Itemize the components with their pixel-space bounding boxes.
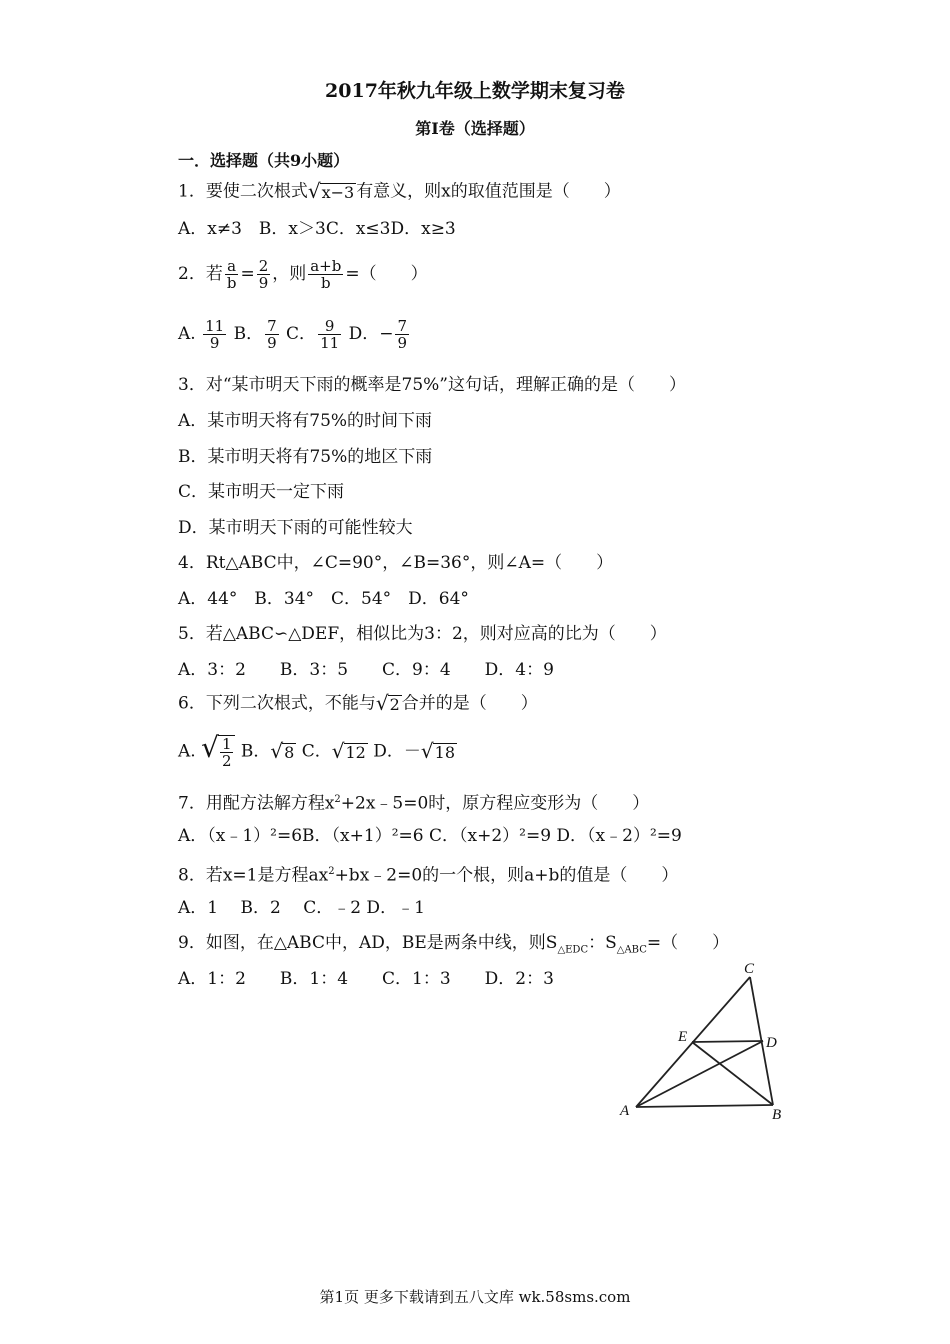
sqrt-x-3: √x−3 <box>307 179 355 203</box>
question-8-options: A．1 B．2 C．﹣2 D．﹣1 <box>178 898 425 918</box>
q2-opt-a-fraction <box>203 318 226 351</box>
q1-radicand: x−3 <box>321 183 355 202</box>
q1-post: 有意义，则x的取值范围是（ ） <box>356 181 621 202</box>
q2-post: =（ ） <box>345 264 428 284</box>
q2-f3-den: b <box>320 274 331 292</box>
q2-pre: 2．若 <box>178 264 223 284</box>
q6-b-rad: 8 <box>284 743 295 762</box>
q6-d-rad: 18 <box>434 743 456 762</box>
question-3-option-d: D．某市明天下雨的可能性较大 <box>178 518 413 538</box>
page-subtitle: 第Ⅰ卷（选择题） <box>415 119 535 138</box>
q6-opt-a-label: A. <box>178 741 196 762</box>
segment-ed <box>692 1041 763 1042</box>
q2-d-sign: − <box>379 324 394 344</box>
question-3-option-c: C．某市明天一定下雨 <box>178 482 345 502</box>
q2-eq: = <box>240 264 255 284</box>
question-7-options: A．（x﹣1）²=6B．（x+1）²=6 C．（x+2）²=9 D．（x﹣2）²=9 <box>178 826 682 846</box>
q9-sub1: △EDC <box>557 944 589 956</box>
q9-pre: 9．如图，在△ABC中，AD，BE是两条中线，则S <box>178 933 558 953</box>
q6-d-sign: － <box>403 741 421 762</box>
question-3-option-a: A．某市明天将有75%的时间下雨 <box>178 411 433 431</box>
q6-opt-c-label: C． <box>301 741 332 762</box>
question-1-options: A．x≠3 B．x＞3C．x≤3D．x≥3 <box>178 219 456 239</box>
page-title: 2017年秋九年级上数学期末复习卷 <box>325 80 625 102</box>
q2-f2-den: 9 <box>258 274 269 292</box>
label-e: E <box>678 1029 688 1045</box>
q2-c-num: 9 <box>318 318 341 335</box>
fraction-aplusb-b <box>308 258 343 291</box>
q2-a-num: 11 <box>205 317 225 335</box>
q8-sup: 2 <box>328 866 335 877</box>
fraction-a-b <box>225 258 239 291</box>
question-3-option-b: B．某市明天将有75%的地区下雨 <box>178 447 433 467</box>
q2-opt-b-fraction <box>265 318 279 351</box>
question-2-options <box>178 318 411 351</box>
page-footer: 第1页 更多下载请到五八文库 wk.58sms.com <box>319 1288 631 1306</box>
label-c: C <box>744 961 755 977</box>
question-1-stem <box>178 180 621 204</box>
q2-b-den: 9 <box>267 334 277 352</box>
label-d: D <box>766 1035 777 1051</box>
question-4-stem: 4．Rt△ABC中，∠C=90°，∠B=36°，则∠A=（ ） <box>178 553 614 573</box>
q2-opt-a-label: A. <box>178 324 196 344</box>
q9-post: =（ ） <box>646 933 730 953</box>
q9-sub2: △ABC <box>616 944 647 956</box>
q2-f1-den: b <box>226 274 237 292</box>
q6-c-rad: 12 <box>345 743 366 762</box>
question-9-options: A．1：2 B．1：4 C．1：3 D．2：3 <box>178 969 554 989</box>
triangle-figure <box>610 955 810 1125</box>
q8-post: +bx﹣2=0的一个根，则a+b的值是（ ） <box>334 865 679 886</box>
q2-opt-b-label: B． <box>233 324 264 344</box>
q7-sup: 2 <box>334 794 341 805</box>
q2-f1-num: a <box>225 258 239 275</box>
question-6-options <box>178 731 457 770</box>
q7-pre: 7．用配方法解方程x <box>178 793 335 814</box>
q6-radicand: 2 <box>389 695 400 714</box>
q2-opt-d-fraction <box>395 318 409 351</box>
question-8-stem <box>178 861 678 887</box>
q2-opt-c-fraction <box>318 318 341 351</box>
q1-pre: 1．要使二次根式 <box>178 181 308 202</box>
segment-be <box>692 1042 773 1105</box>
q6-opt-d-sqrt: √18 <box>420 739 456 763</box>
section-heading: 一．选择题（共9小题） <box>178 151 350 170</box>
label-b: B <box>772 1107 782 1123</box>
q6-a-num: 1 <box>221 735 232 753</box>
q7-post: +2x﹣5=0时，原方程应变形为（ ） <box>340 793 650 814</box>
q2-d-den: 9 <box>397 334 407 352</box>
q6-opt-a-sqrt: √ $\frac{1}{2}$ <box>201 735 235 769</box>
label-a: A <box>620 1103 630 1119</box>
q2-opt-c-label: C． <box>286 324 317 344</box>
q6-opt-d-label: D． <box>373 741 404 762</box>
fraction-2-9 <box>257 258 271 291</box>
sqrt-2: √2 <box>375 691 400 715</box>
segment-ad <box>636 1041 763 1107</box>
q6-pre: 6．下列二次根式，不能与 <box>178 693 376 714</box>
question-6-stem <box>178 692 538 716</box>
q2-d-num: 7 <box>397 317 407 335</box>
q6-post: 合并的是（ ） <box>401 693 538 714</box>
q6-opt-c-sqrt: √12 <box>331 739 366 763</box>
question-5-options: A．3：2 B．3：5 C．9：4 D．4：9 <box>178 660 554 680</box>
question-7-stem <box>178 789 649 815</box>
q2-b-num: 7 <box>267 317 277 335</box>
q2-f3-num: a+b <box>310 257 342 275</box>
q2-f2-num: 2 <box>258 257 269 275</box>
question-4-options: A．44° B．34° C．54° D．64° <box>178 589 469 609</box>
q6-a-den: 2 <box>221 752 232 770</box>
q8-pre: 8．若x=1是方程ax <box>178 865 329 886</box>
question-5-stem: 5．若△ABC∽△DEF，相似比为3：2，则对应高的比为（ ） <box>178 624 667 644</box>
question-2-stem <box>178 258 428 291</box>
q2-mid: ，则 <box>272 264 307 284</box>
q2-c-den: 11 <box>320 334 340 352</box>
q6-opt-b-label: B． <box>240 741 271 762</box>
q6-opt-b-sqrt: √8 <box>270 739 295 763</box>
q9-colon: ：S <box>588 933 617 953</box>
q2-a-den: 9 <box>209 334 220 352</box>
question-3-stem: 3．对“某市明天下雨的概率是75%”这句话，理解正确的是（ ） <box>178 375 686 395</box>
q2-opt-d-label: D． <box>348 324 380 344</box>
segment-ab <box>636 1105 773 1107</box>
